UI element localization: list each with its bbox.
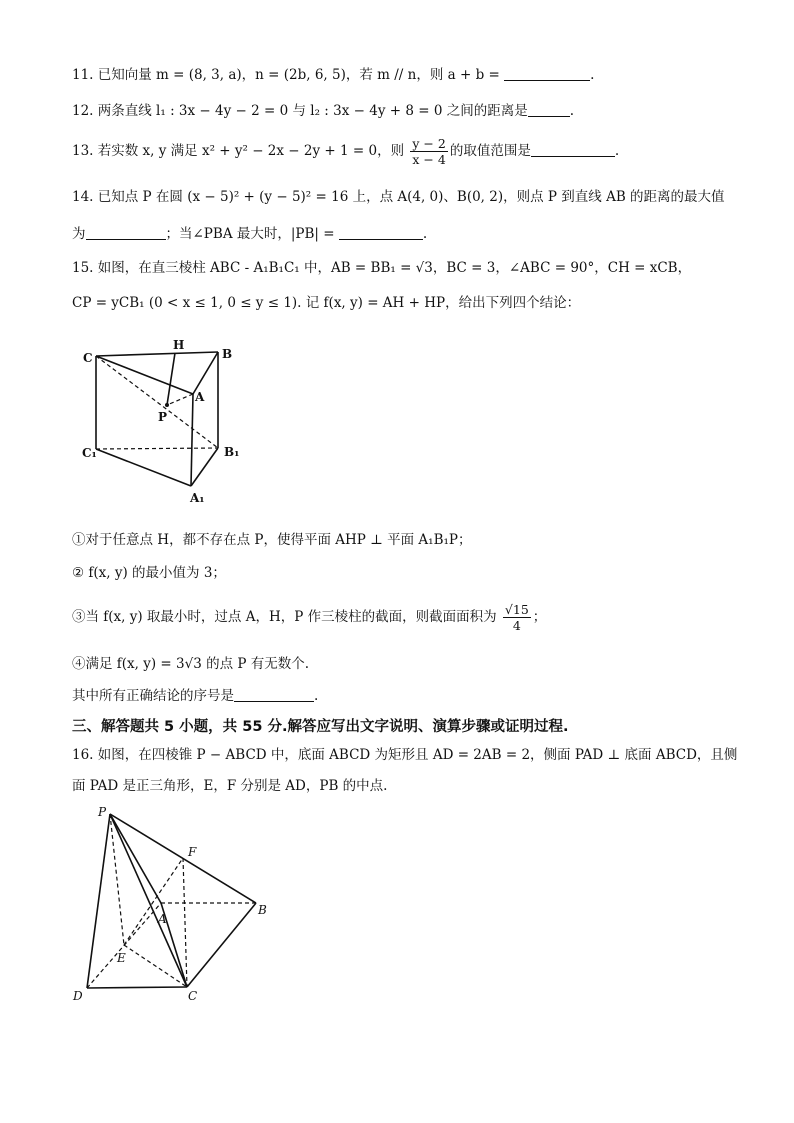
question-13: 13. 若实数 x, y 满足 x² + y² − 2x − 2y + 1 = 0，则 $\frac{y - 2}{x - 4}$ 的取值范围是 . xyxy=(72,136,620,167)
q13-text-post: 的取值范围是 xyxy=(449,143,531,159)
answer-blank[interactable] xyxy=(339,225,423,240)
section-heading: 三、解答题共 5 小题，共 55 分.解答应写出文字说明、演算步骤或证明过程. xyxy=(72,719,569,735)
label-a1: A₁ xyxy=(190,491,205,505)
q12-text: 12. 两条直线 l₁ : 3x − 4y − 2 = 0 与 l₂ : 3x − 4y + 8 = 0 之间的距离是 xyxy=(72,103,528,119)
q11-text: 11. 已知向量 m = (8, 3, a)，n = (2b, 6, 5)，若 m // n，则 a + b = xyxy=(72,67,505,83)
fraction xyxy=(503,602,531,633)
label-d: D xyxy=(73,989,83,1003)
statement-3-post: ； xyxy=(532,609,547,625)
question-16 xyxy=(72,745,738,765)
q15-line2: CP = yCB₁ (0 < x ≤ 1, 0 ≤ y ≤ 1). 记 f(x, y) = AH + HP，给出下列四个结论： xyxy=(72,295,581,311)
answer-blank[interactable] xyxy=(531,142,615,157)
statement-2 xyxy=(72,563,732,583)
fraction-denominator: x − 4 xyxy=(412,152,446,167)
question-15-line2 xyxy=(72,293,732,313)
label-c: C xyxy=(83,351,93,365)
label-h: H xyxy=(173,338,185,352)
answer-blank[interactable] xyxy=(234,687,314,702)
label-p: P xyxy=(158,410,168,424)
fraction-numerator: y − 2 xyxy=(412,136,446,151)
question-11: 11. 已知向量 m = (8, 3, a)，n = (2b, 6, 5)，若 m // n，则 a + b = . xyxy=(72,67,595,83)
answer-blank[interactable] xyxy=(504,66,590,81)
fraction-numerator: √15 xyxy=(504,602,529,617)
fraction-denominator: 4 xyxy=(512,618,521,633)
label-a: A xyxy=(195,390,205,404)
q14-line1: 14. 已知点 P 在圆 (x − 5)² + (y − 5)² = 16 上，点 A(4, 0)、B(0, 2)，则点 P 到直线 AB 的距离的最大值 xyxy=(72,189,725,205)
label-b: B xyxy=(222,347,233,361)
prism-figure xyxy=(78,336,258,511)
question-14 xyxy=(72,187,732,207)
statement-3-text: ③当 f(x, y) 取最小时，过点 A，H，P 作三棱柱的截面，则截面面积为 xyxy=(72,609,497,625)
statement-1 xyxy=(72,530,732,550)
label-c: C xyxy=(188,989,198,1003)
answer-blank[interactable] xyxy=(528,102,570,117)
q15-line1: 15. 如图，在直三棱柱 ABC - A₁B₁C₁ 中，AB = BB₁ = √3，BC = 3，∠ABC = 90°，CH = xCB， xyxy=(72,260,692,276)
statement-3 xyxy=(72,600,732,634)
question-14-line2: 为 ；当∠PBA 最大时，|PB| = . xyxy=(72,226,428,242)
label-b: B xyxy=(258,903,267,917)
label-a: A xyxy=(158,912,167,926)
pyramid-figure xyxy=(68,802,278,1007)
question-16-line2 xyxy=(72,776,732,796)
point-p-dot xyxy=(165,403,169,407)
q13-text: 13. 若实数 x, y 满足 x² + y² − 2x − 2y + 1 = 0，则 xyxy=(72,143,405,159)
label-b1: B₁ xyxy=(224,445,240,459)
q16-line2: 面 PAD 是正三角形，E，F 分别是 AD，PB 的中点. xyxy=(72,778,388,794)
label-e: E xyxy=(117,951,126,965)
label-c1: C₁ xyxy=(82,446,97,460)
answer-blank[interactable] xyxy=(86,225,166,240)
fraction xyxy=(410,136,447,167)
question-12: 12. 两条直线 l₁ : 3x − 4y − 2 = 0 与 l₂ : 3x − 4y + 8 = 0 之间的距离是 . xyxy=(72,103,575,119)
label-p: P xyxy=(98,805,107,819)
statement-4 xyxy=(72,654,732,674)
question-15 xyxy=(72,258,732,278)
question-15-ask: 其中所有正确结论的序号是 . xyxy=(72,688,319,704)
statement-1-text: ①对于任意点 H，都不存在点 P，使得平面 AHP ⊥ 平面 A₁B₁P； xyxy=(72,532,472,548)
q14-line2-mid: ；当∠PBA 最大时，|PB| = xyxy=(165,226,339,242)
statement-4-text: ④满足 f(x, y) = 3√3 的点 P 有无数个. xyxy=(72,656,310,672)
q16-line1: 16. 如图，在四棱锥 P − ABCD 中，底面 ABCD 为矩形且 AD = 2AB = 2，侧面 PAD ⊥ 底面 ABCD，且侧 xyxy=(72,747,738,763)
q14-line2-pre: 为 xyxy=(72,226,86,242)
label-f: F xyxy=(188,845,197,859)
q15-ask-text: 其中所有正确结论的序号是 xyxy=(72,688,234,704)
statement-2-text: ② f(x, y) 的最小值为 3； xyxy=(72,565,226,581)
